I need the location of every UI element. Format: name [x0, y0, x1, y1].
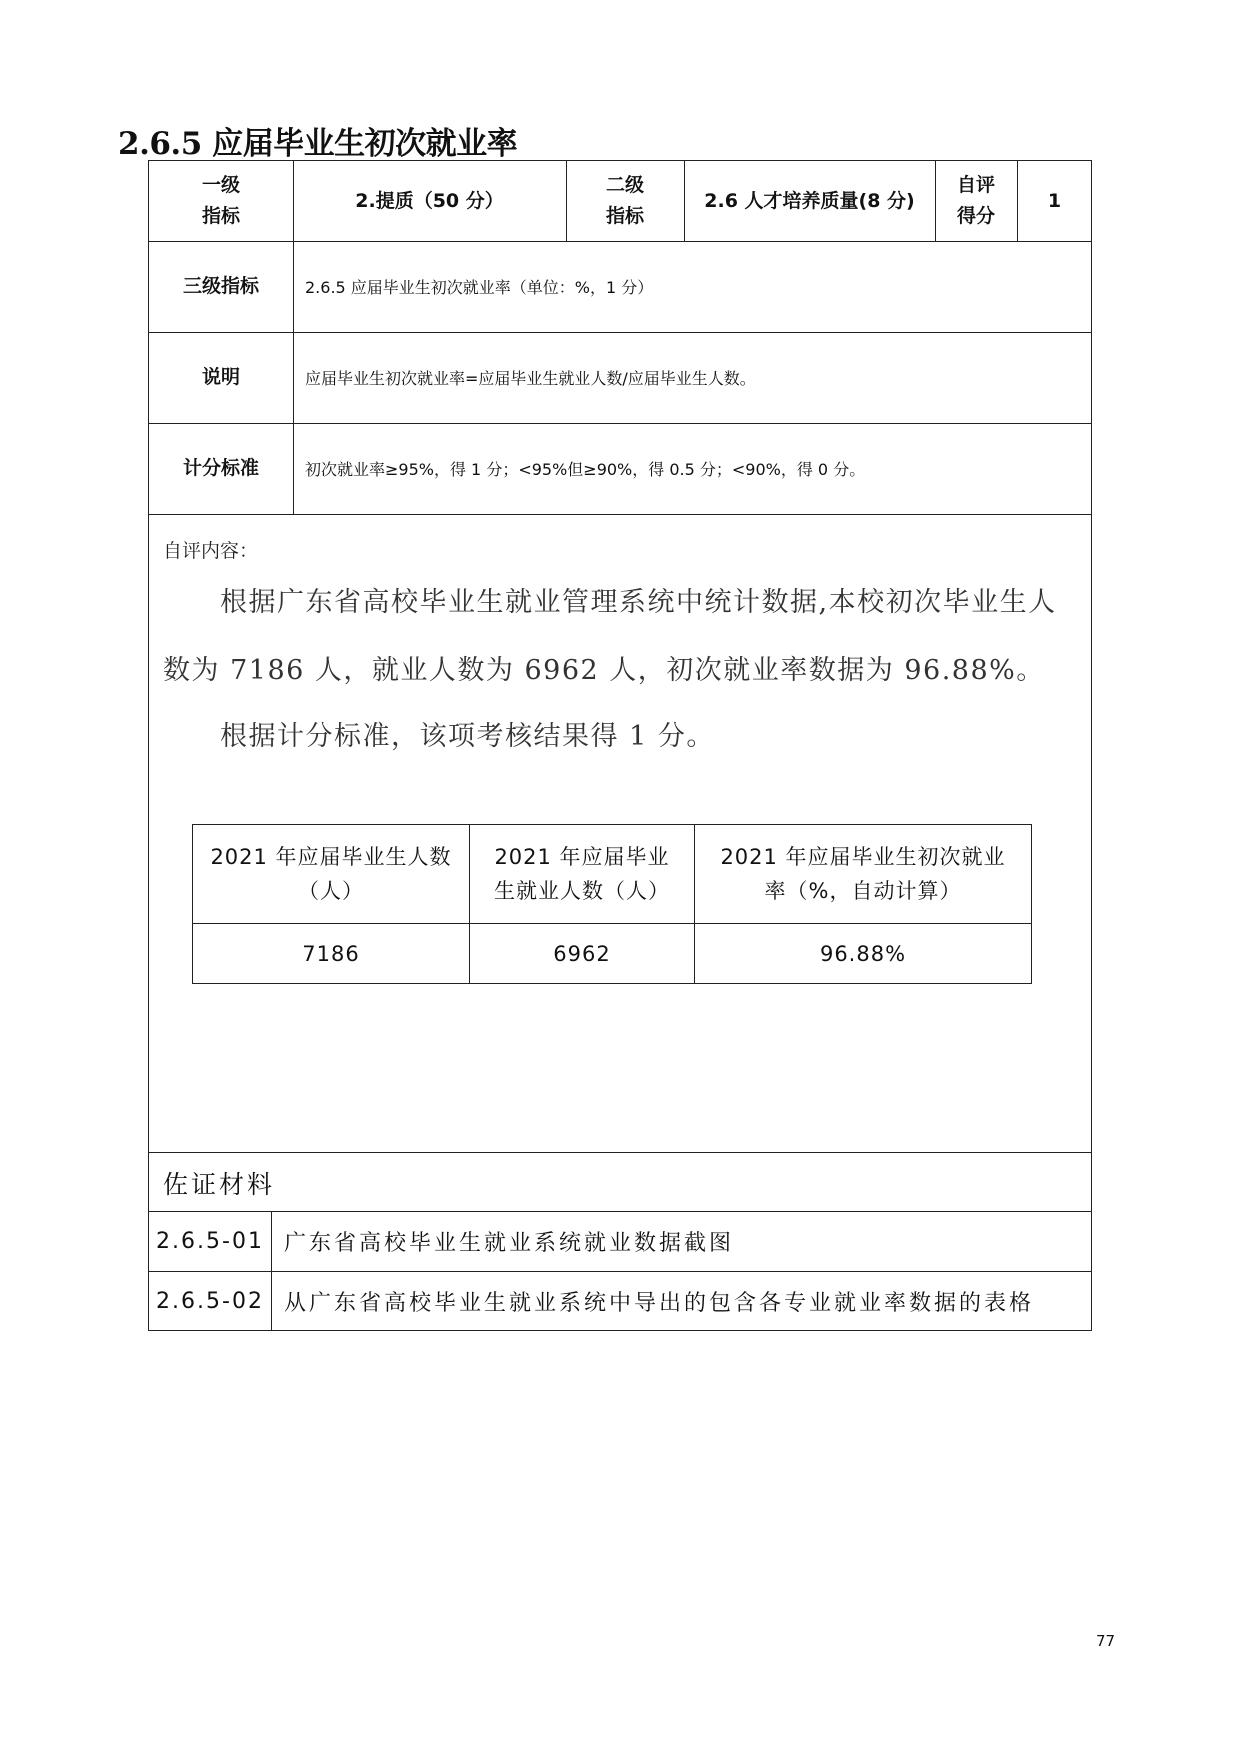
evidence-code: 2.6.5-02	[156, 1288, 264, 1314]
evidence-code: 2.6.5-01	[156, 1228, 264, 1254]
level2-indicator-value: 2.6 人才培养质量(8 分)	[704, 189, 915, 212]
table-header-employed: 2021 年应届毕业 生就业人数（人）	[494, 845, 670, 903]
level3-indicator-label: 三级指标	[182, 275, 259, 297]
row-divider	[148, 1152, 1092, 1153]
page-number: 77	[1096, 1632, 1116, 1650]
level2-indicator-label: 二级 指标	[605, 174, 644, 227]
scoring-standard-value: 初次就业率≥95%，得 1 分；<95%但≥90%，得 0.5 分；<90%，得 0 分。	[305, 460, 866, 479]
level3-indicator-value: 2.6.5 应届毕业生初次就业率（单位：%，1 分）	[305, 278, 654, 297]
table-cell-graduates: 7186	[302, 941, 360, 966]
section-heading: 2.6.5 应届毕业生初次就业率	[118, 126, 518, 162]
scoring-standard-label: 计分标准	[182, 457, 259, 479]
row-divider	[148, 514, 1092, 515]
table-cell-employment-rate: 96.88%	[819, 941, 907, 966]
evidence-title: 佐证材料	[163, 1170, 276, 1199]
table-header-graduates: 2021 年应届毕业生人数 （人）	[210, 845, 452, 903]
level1-indicator-label: 一级 指标	[201, 174, 240, 227]
self-eval-conclusion: 根据计分标准，该项考核结果得 1 分。	[220, 721, 715, 752]
table-header-employment-rate: 2021 年应届毕业生初次就业 率（%，自动计算）	[720, 845, 1006, 903]
description-value: 应届毕业生初次就业率=应届毕业生就业人数/应届毕业生人数。	[305, 369, 756, 388]
self-eval-label: 自评内容：	[163, 540, 259, 562]
col-divider	[271, 1211, 272, 1331]
self-eval-paragraph-line2: 数为 7186 人，就业人数为 6962 人，初次就业率数据为 96.88%。	[163, 655, 1045, 686]
level1-indicator-value: 2.提质（50 分）	[355, 189, 504, 212]
self-score-label: 自评 得分	[956, 174, 995, 227]
evidence-item-text: 广东省高校毕业生就业系统就业数据截图	[284, 1230, 735, 1256]
self-eval-paragraph-line1: 根据广东省高校毕业生就业管理系统中统计数据,本校初次毕业生人	[220, 587, 1057, 618]
self-score-value: 1	[1047, 189, 1062, 212]
evidence-item-text: 从广东省高校毕业生就业系统中导出的包含各专业就业率数据的表格	[284, 1290, 1035, 1316]
description-label: 说明	[201, 366, 240, 388]
table-cell-employed: 6962	[553, 941, 611, 966]
